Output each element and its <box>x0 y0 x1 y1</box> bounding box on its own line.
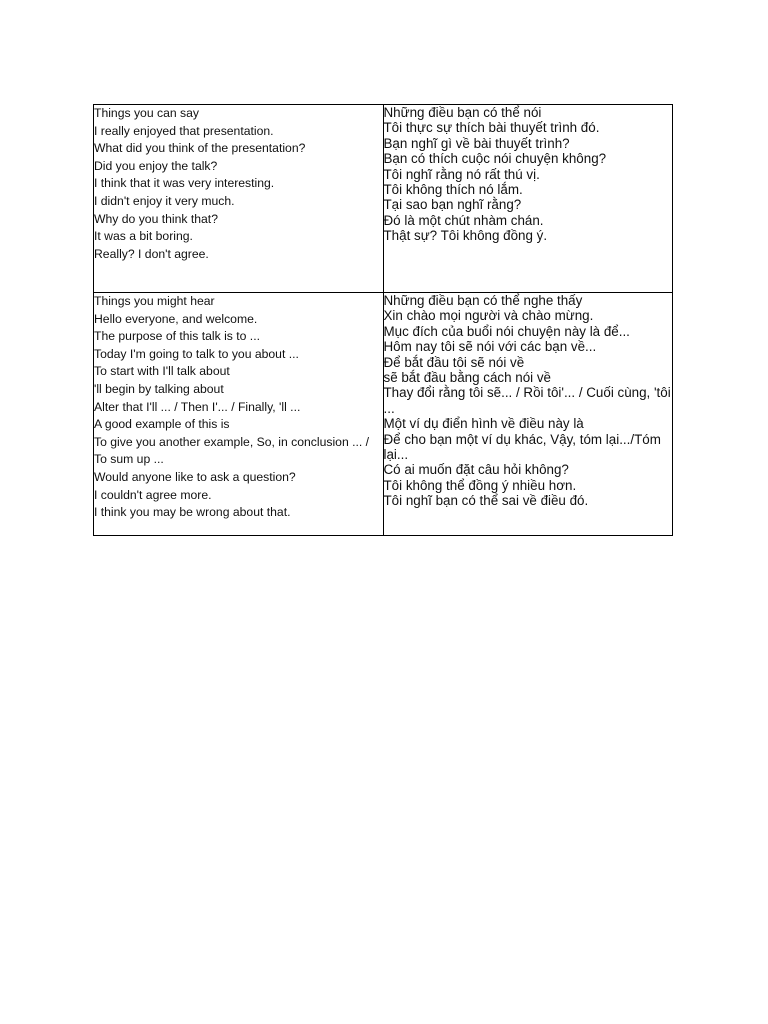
section-heading: Những điều bạn có thể nói <box>383 105 542 120</box>
phrase-line: Would anyone like to ask a question? <box>94 469 296 484</box>
phrase-line: Hello everyone, and welcome. <box>94 311 258 326</box>
phrase-line: Tôi nghĩ rằng nó rất thú vị. <box>383 166 540 182</box>
phrase-line: Bạn có thích cuộc nói chuyện không? <box>383 151 607 167</box>
phrase-line: Really? I don't agree. <box>94 246 209 261</box>
phrase-line: Một ví dụ điển hình về điều này là <box>383 416 584 432</box>
phrase-line: The purpose of this talk is to ... <box>94 329 260 344</box>
phrase-line: Tôi thực sự thích bài thuyết trình đó. <box>383 120 600 136</box>
vietnamese-cell-say <box>383 105 673 293</box>
english-cell-say <box>94 105 384 293</box>
phrase-line: To give you another example, So, in conclusion ... / To sum up ... <box>94 434 370 467</box>
vietnamese-cell-hear <box>383 293 673 536</box>
phrase-line: Today I'm going to talk to you about ... <box>94 346 299 361</box>
phrase-line: Why do you think that? <box>94 211 218 226</box>
phrase-line: Xin chào mọi người và chào mừng. <box>383 308 594 324</box>
phrase-line: Thật sự? Tôi không đồng ý. <box>383 228 548 244</box>
phrase-line: Hôm nay tôi sẽ nói với các bạn về... <box>383 339 597 355</box>
phrase-line: Tại sao bạn nghĩ rằng? <box>383 197 522 213</box>
phrase-line: Did you enjoy the talk? <box>94 158 218 173</box>
phrase-line: Để bắt đầu tôi sẽ nói về <box>383 354 525 370</box>
phrase-line: 'll begin by talking about <box>94 381 224 396</box>
phrase-line: I really enjoyed that presentation. <box>94 123 274 138</box>
phrase-line: I couldn't agree more. <box>94 487 212 502</box>
phrase-line: Thay đổi rằng tôi sẽ... / Rồi tôi'... / Cuối cùng, 'tôi ... <box>383 385 671 416</box>
section-heading: Những điều bạn có thể nghe thấy <box>383 293 583 308</box>
phrase-line: Tôi nghĩ bạn có thể sai về điều đó. <box>383 493 589 509</box>
english-cell-hear <box>94 293 384 536</box>
table-row <box>94 105 673 293</box>
phrase-line: Mục đích của buổi nói chuyện này là để... <box>383 323 630 339</box>
phrase-line: What did you think of the presentation? <box>94 141 306 156</box>
phrase-table <box>93 104 673 536</box>
phrase-line: Tôi không thích nó lắm. <box>383 182 523 198</box>
phrase-line: Tôi không thể đồng ý nhiều hơn. <box>383 477 577 493</box>
section-heading: Things you can say <box>94 106 200 120</box>
phrase-line: I didn't enjoy it very much. <box>94 193 235 208</box>
phrase-line: Alter that I'll ... / Then I'... / Finally, 'll ... <box>94 399 301 414</box>
phrase-line: Bạn nghĩ gì về bài thuyết trình? <box>383 135 570 151</box>
phrase-line: I think that it was very interesting. <box>94 176 275 191</box>
phrase-line: Có ai muốn đặt câu hỏi không? <box>383 462 569 478</box>
phrase-line: A good example of this is <box>94 417 230 432</box>
phrase-line: Đó là một chút nhàm chán. <box>383 212 544 228</box>
phrase-line: sẽ bắt đầu bằng cách nói về <box>383 370 552 386</box>
phrase-line: It was a bit boring. <box>94 229 193 244</box>
table-row <box>94 293 673 536</box>
phrase-line: To start with I'll talk about <box>94 364 230 379</box>
phrase-line: I think you may be wrong about that. <box>94 505 291 520</box>
phrase-line: Để cho bạn một ví dụ khác, Vậy, tóm lại.../Tóm lại... <box>383 431 661 463</box>
section-heading: Things you might hear <box>94 294 215 308</box>
